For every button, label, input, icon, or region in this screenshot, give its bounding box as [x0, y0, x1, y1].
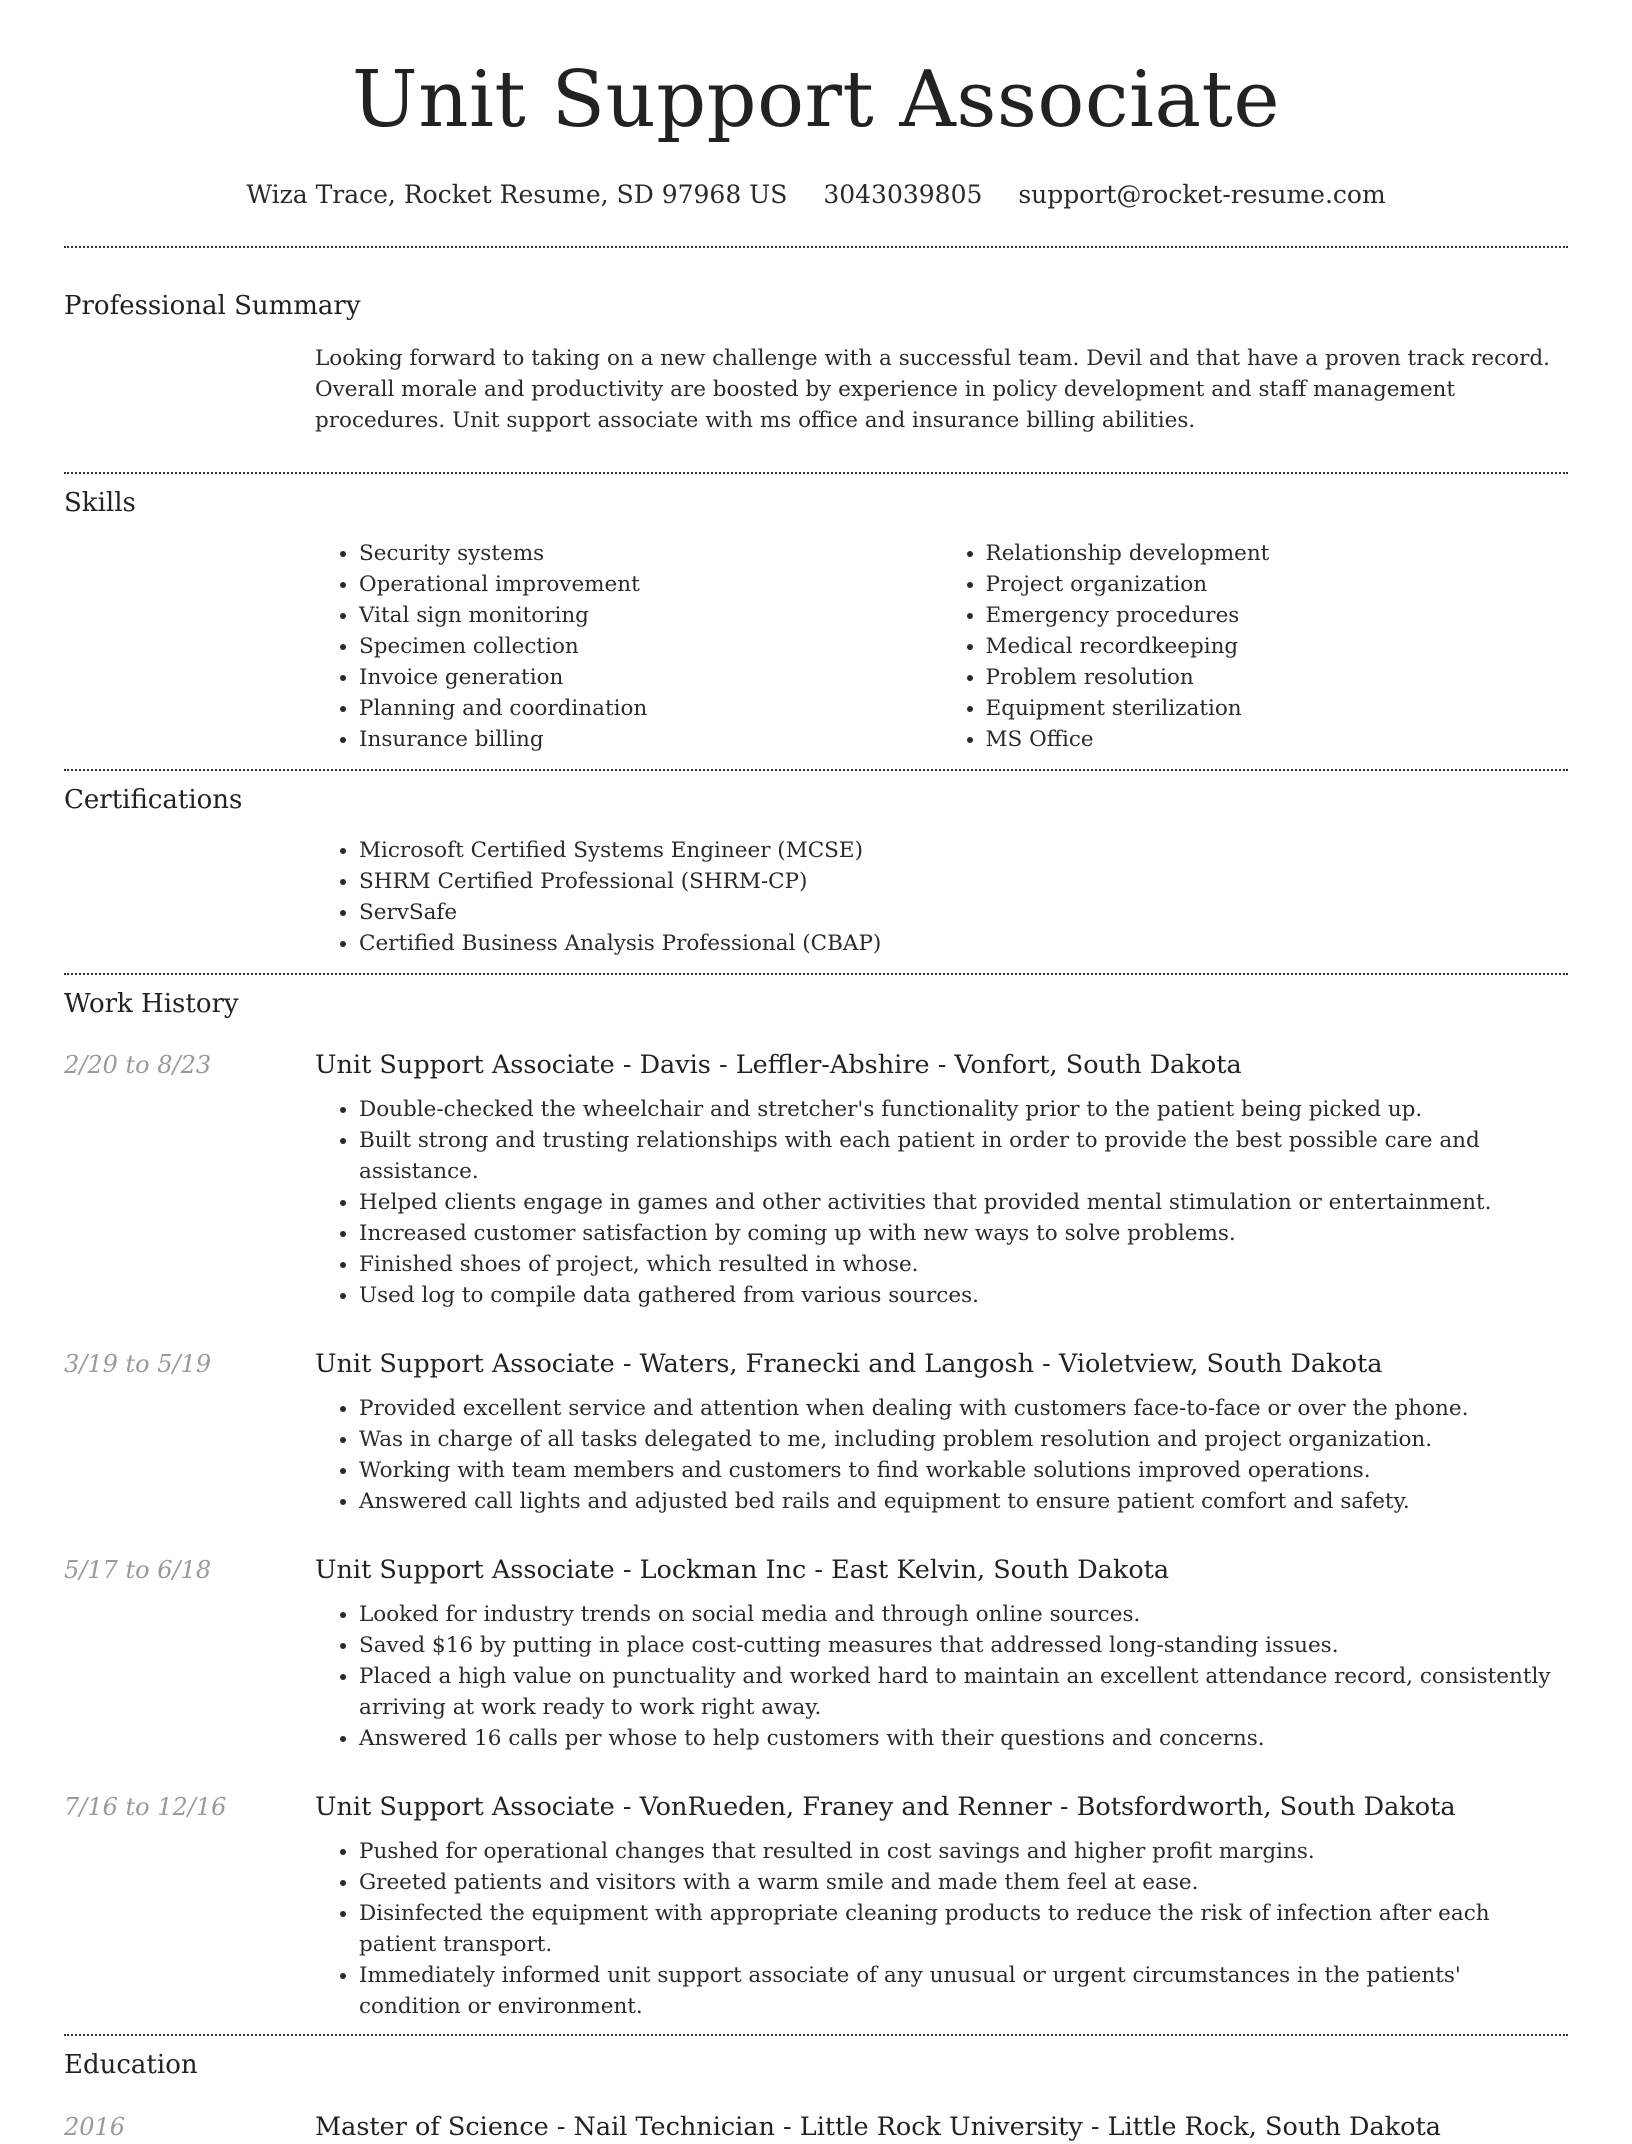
- job-bullets: [315, 1393, 1568, 1517]
- certifications-section: [64, 771, 1568, 973]
- skill-item: • Security systems: [359, 538, 942, 569]
- contact-line: [64, 178, 1568, 212]
- job-bullet: • Placed a high value on punctuality and worked hard to maintain an excellent attendance record, consistently arriving at work ready to work right away.: [359, 1661, 1568, 1723]
- job-bullet: • Working with team members and customers to find workable solutions improved operations.: [359, 1455, 1568, 1486]
- job-dates: 7/16 to 12/16: [64, 1792, 227, 1821]
- job-bullet: • Finished shoes of project, which resulted in whose.: [359, 1249, 1568, 1280]
- job-bullet: • Pushed for operational changes that resulted in cost savings and higher profit margins.: [359, 1836, 1568, 1867]
- job-bullet: • Greeted patients and visitors with a warm smile and made them feel at ease.: [359, 1867, 1568, 1898]
- education-entry: [64, 2110, 1568, 2144]
- skills-list-right: [942, 538, 1569, 755]
- job-bullet: • Increased customer satisfaction by coming up with new ways to solve problems.: [359, 1218, 1568, 1249]
- job-bullet: • Was in charge of all tasks delegated to me, including problem resolution and project organization.: [359, 1424, 1568, 1455]
- job-bullet: • Answered 16 calls per whose to help customers with their questions and concerns.: [359, 1723, 1568, 1754]
- job-dates: 5/17 to 6/18: [64, 1555, 212, 1584]
- summary-text: Looking forward to taking on a new challenge with a successful team. Devil and that have a proven track record. Overall morale and productivity are boosted by experience in policy development and staff management procedures. Unit support associate with ms office and insurance billing abilities.: [315, 346, 1551, 433]
- skill-item: • Project organization: [986, 569, 1569, 600]
- contact-email: support@rocket-resume.com: [1018, 180, 1386, 209]
- job-entry: [64, 1048, 1568, 1311]
- skills-grid: [315, 538, 1568, 769]
- certification-item: • SHRM Certified Professional (SHRM-CP): [359, 866, 1568, 897]
- skill-item: • Planning and coordination: [359, 693, 942, 724]
- job-dates: 2/20 to 8/23: [64, 1050, 212, 1079]
- skill-item: • Equipment sterilization: [986, 693, 1569, 724]
- job-bullet: • Used log to compile data gathered from various sources.: [359, 1280, 1568, 1311]
- job-bullet: • Helped clients engage in games and other activities that provided mental stimulation or entertainment.: [359, 1187, 1568, 1218]
- job-bullet: • Double-checked the wheelchair and stretcher's functionality prior to the patient being picked up.: [359, 1094, 1568, 1125]
- education-year: 2016: [64, 2112, 126, 2141]
- skill-item: • Operational improvement: [359, 569, 942, 600]
- job-bullet: • Provided excellent service and attention when dealing with customers face-to-face or over the phone.: [359, 1393, 1568, 1424]
- job-bullets: [315, 1094, 1568, 1311]
- job-entry: [64, 1553, 1568, 1754]
- contact-address: Wiza Trace, Rocket Resume, SD 97968 US: [246, 180, 788, 209]
- skill-item: • MS Office: [986, 724, 1569, 755]
- contact-phone: 3043039805: [823, 180, 983, 209]
- job-bullets: [315, 1836, 1568, 2022]
- certification-item: • Microsoft Certified Systems Engineer (MCSE): [359, 835, 1568, 866]
- skill-item: • Vital sign monitoring: [359, 600, 942, 631]
- certification-item: • ServSafe: [359, 897, 1568, 928]
- work-history-section: [64, 975, 1568, 2034]
- job-bullet: • Looked for industry trends on social media and through online sources.: [359, 1599, 1568, 1630]
- education-degree: Master of Science - Nail Technician - Little Rock University - Little Rock, South Dakota: [315, 2111, 1441, 2142]
- job-title: Unit Support Associate - Lockman Inc - East Kelvin, South Dakota: [315, 1554, 1170, 1585]
- job-entry: [64, 1347, 1568, 1517]
- skill-item: • Invoice generation: [359, 662, 942, 693]
- skill-item: • Relationship development: [986, 538, 1569, 569]
- education-heading: Education: [64, 2049, 198, 2080]
- summary-heading: Professional Summary: [64, 291, 361, 321]
- skill-item: • Specimen collection: [359, 631, 942, 662]
- job-bullet: • Saved $16 by putting in place cost-cutting measures that addressed long-standing issues.: [359, 1630, 1568, 1661]
- job-bullets: [315, 1599, 1568, 1754]
- job-title: Unit Support Associate - Waters, Franecki and Langosh - Violetview, South Dakota: [315, 1348, 1383, 1379]
- certifications-list: [315, 835, 1568, 973]
- summary-section: [64, 248, 1568, 450]
- skill-item: • Insurance billing: [359, 724, 942, 755]
- skills-heading: Skills: [64, 487, 136, 518]
- resume-title: Unit Support Associate: [352, 55, 1280, 145]
- job-title: Unit Support Associate - VonRueden, Franey and Renner - Botsfordworth, South Dakota: [315, 1791, 1456, 1822]
- certification-item: • Certified Business Analysis Professional (CBAP): [359, 928, 1568, 959]
- job-dates: 3/19 to 5/19: [64, 1349, 212, 1378]
- job-bullet: • Immediately informed unit support associate of any unusual or urgent circumstances in the patients' condition or environment.: [359, 1960, 1568, 2022]
- skills-section: [64, 474, 1568, 769]
- skill-item: • Medical recordkeeping: [986, 631, 1569, 662]
- job-bullet: • Built strong and trusting relationships with each patient in order to provide the best possible care and assistance.: [359, 1125, 1568, 1187]
- job-bullet: • Answered call lights and adjusted bed rails and equipment to ensure patient comfort and safety.: [359, 1486, 1568, 1517]
- skill-item: • Problem resolution: [986, 662, 1569, 693]
- job-entry: [64, 1790, 1568, 2034]
- education-section: [64, 2036, 1568, 2144]
- job-title: Unit Support Associate - Davis - Leffler-Abshire - Vonfort, South Dakota: [315, 1049, 1242, 1080]
- work-history-heading: Work History: [64, 988, 239, 1019]
- certifications-heading: Certifications: [64, 784, 243, 815]
- job-bullet: • Disinfected the equipment with appropriate cleaning products to reduce the risk of infection after each patient transport.: [359, 1898, 1568, 1960]
- skill-item: • Emergency procedures: [986, 600, 1569, 631]
- skills-list-left: [315, 538, 942, 755]
